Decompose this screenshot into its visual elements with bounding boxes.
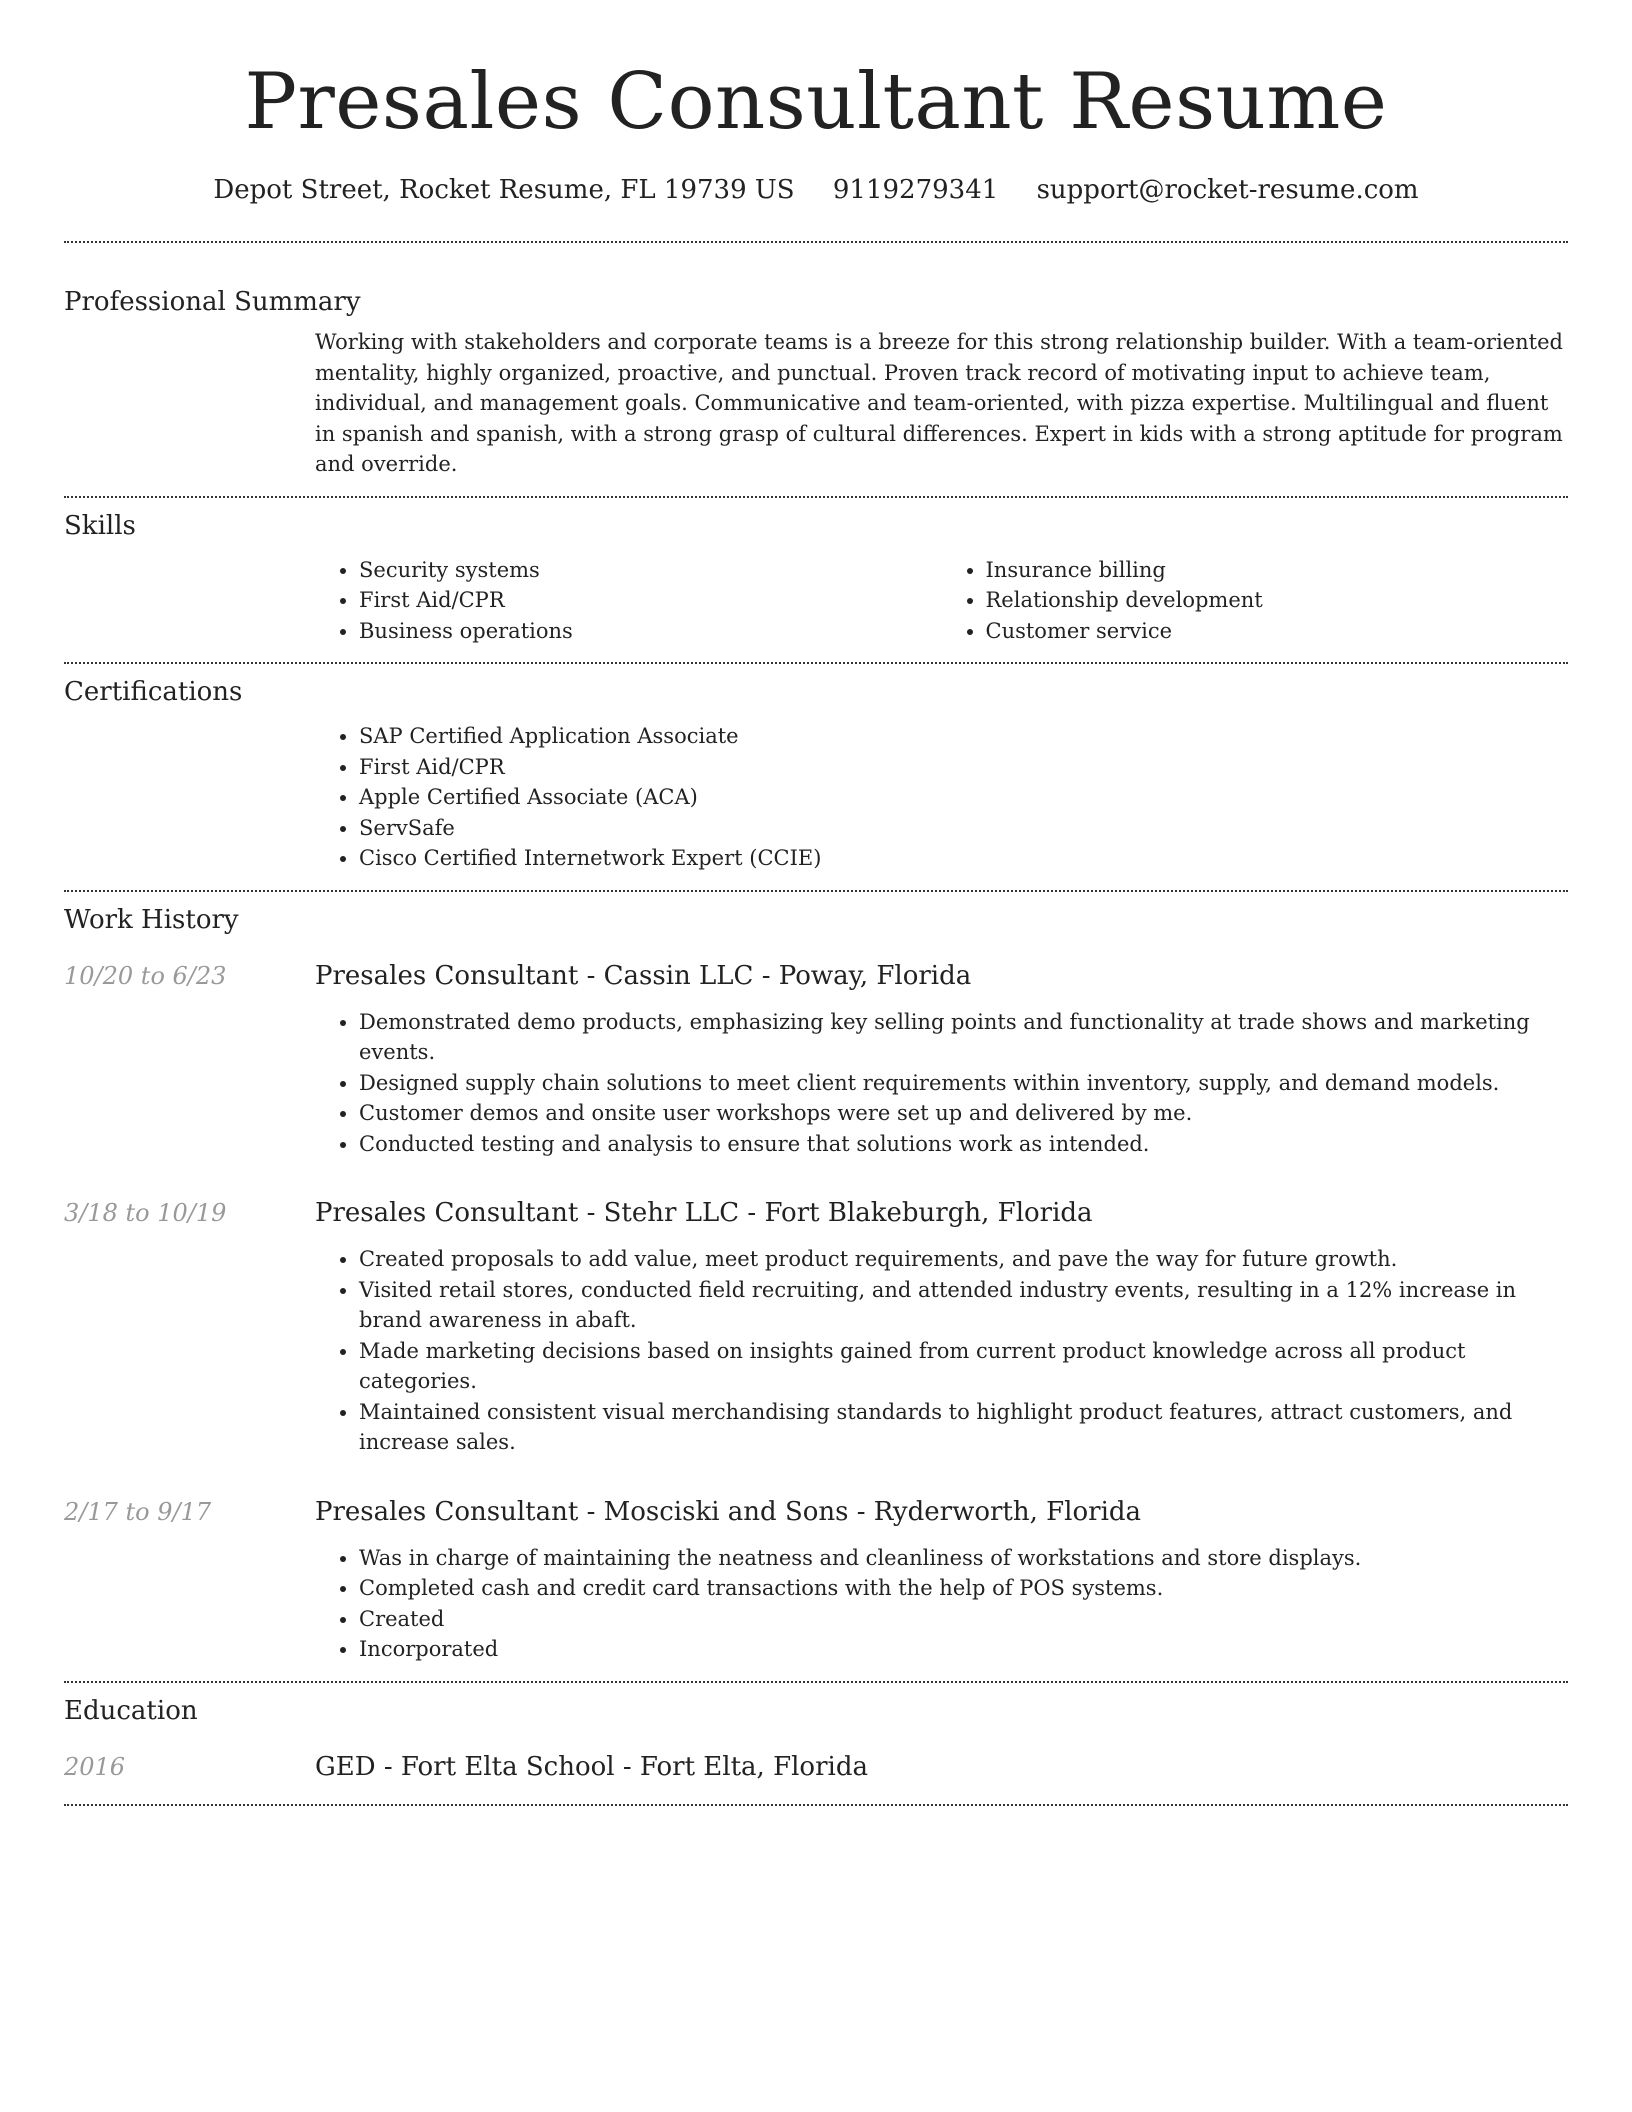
work-history-heading: Work History [64,904,239,935]
job-entry [64,1196,1568,1458]
skill-item: • Security systems [359,555,942,586]
divider [64,1804,1568,1806]
divider [64,890,1568,892]
job-bullet: • Incorporated [359,1634,1568,1665]
job-bullets [315,1244,1568,1458]
job-bullet: • Completed cash and credit card transactions with the help of POS systems. [359,1573,1568,1604]
skills-list [315,555,1568,647]
job-bullet: • Made marketing decisions based on insights gained from current product knowledge across all product categories. [359,1336,1568,1397]
contact-address: Depot Street, Rocket Resume, FL 19739 US [213,175,795,205]
skill-item: • First Aid/CPR [359,585,942,616]
work-history-section [64,903,1568,1665]
certification-item: • Cisco Certified Internetwork Expert (CCIE) [359,843,1568,874]
summary-section [64,285,1568,480]
education-entry [64,1750,1568,1784]
divider [64,662,1568,664]
education-heading: Education [64,1695,198,1726]
resume-page [64,0,1568,1806]
job-bullet: • Demonstrated demo products, emphasizing key selling points and functionality at trade shows and marketing events. [359,1007,1568,1068]
job-bullet: • Created [359,1604,1568,1635]
page-title: Presales Consultant Resume [244,57,1388,147]
contact-line [64,172,1568,208]
job-header [64,1196,1568,1230]
job-title: Presales Consultant - Mosciski and Sons - Ryderworth, Florida [315,1496,1142,1527]
skills-heading: Skills [64,510,136,541]
skills-section [64,509,1568,647]
skills-column-right [942,555,1569,647]
job-header [64,959,1568,993]
job-entry [64,959,1568,1160]
job-bullet: • Conducted testing and analysis to ensure that solutions work as intended. [359,1129,1568,1160]
job-bullet: • Created proposals to add value, meet product requirements, and pave the way for future growth. [359,1244,1568,1275]
certifications-heading: Certifications [64,677,243,707]
job-dates: 2/17 to 9/17 [64,1497,212,1526]
certification-item: • First Aid/CPR [359,752,1568,783]
job-title: Presales Consultant - Stehr LLC - Fort Blakeburgh, Florida [315,1198,1093,1228]
job-bullet: • Visited retail stores, conducted field recruiting, and attended industry events, resulting in a 12% increase in brand awareness in abaft. [359,1275,1568,1336]
contact-email: support@rocket-resume.com [1036,175,1419,205]
job-header [64,1495,1568,1529]
education-text: GED - Fort Elta School - Fort Elta, Florida [315,1751,868,1782]
certification-item: • SAP Certified Application Associate [359,721,1568,752]
certification-item: • ServSafe [359,813,1568,844]
job-bullet: • Maintained consistent visual merchandising standards to highlight product features, attract customers, and increase sales. [359,1397,1568,1458]
summary-heading: Professional Summary [64,287,361,317]
job-dates: 10/20 to 6/23 [64,961,227,990]
job-bullet: • Designed supply chain solutions to meet client requirements within inventory, supply, and demand models. [359,1068,1568,1099]
summary-text: Working with stakeholders and corporate teams is a breeze for this strong relationship builder. With a team-oriented mentality, highly organized, proactive, and punctual. Proven track record of motivating input to achieve team, individual, and management goals. Communicative and team-oriented, with pizza expertise. Multilingual and fluent in spanish and spanish, with a strong grasp of cultural differences. Expert in kids with a strong aptitude for program and override. [315,330,1563,476]
job-bullet: • Customer demos and onsite user workshops were set up and delivered by me. [359,1098,1568,1129]
certification-item: • Apple Certified Associate (ACA) [359,782,1568,813]
education-date: 2016 [64,1752,126,1781]
skill-item: • Insurance billing [986,555,1569,586]
skill-item: • Business operations [359,616,942,647]
job-bullet: • Was in charge of maintaining the neatness and cleanliness of workstations and store displays. [359,1543,1568,1574]
job-bullets [315,1007,1568,1160]
divider [64,1681,1568,1683]
certifications-section [64,675,1568,874]
contact-phone: 9119279341 [832,175,999,205]
skill-item: • Relationship development [986,585,1569,616]
job-title: Presales Consultant - Cassin LLC - Poway, Florida [315,960,972,991]
job-bullets [315,1543,1568,1665]
job-dates: 3/18 to 10/19 [64,1199,227,1227]
job-entry [64,1495,1568,1665]
divider [64,496,1568,498]
divider [64,241,1568,243]
education-section [64,1694,1568,1784]
skills-column-left [315,555,942,647]
certifications-list [315,721,1568,874]
skill-item: • Customer service [986,616,1569,647]
